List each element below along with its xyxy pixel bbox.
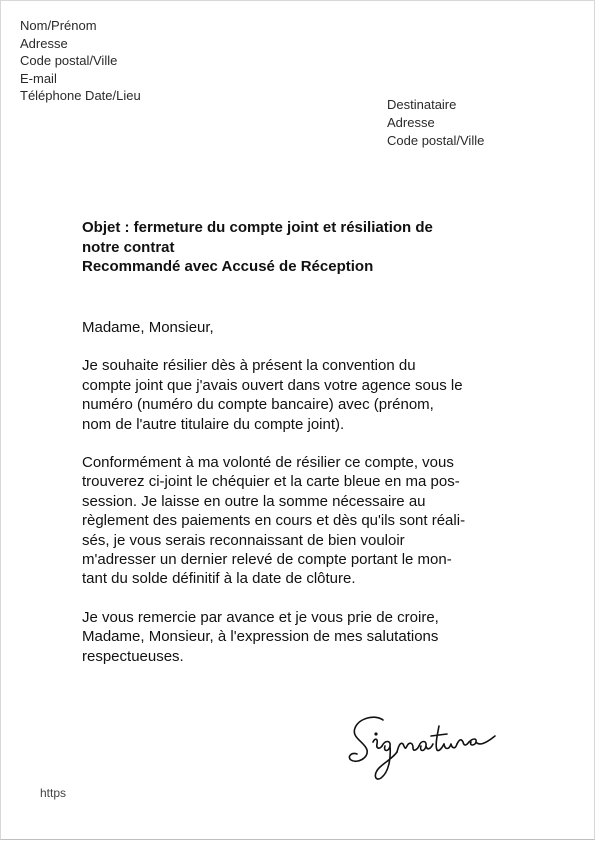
paragraph-spacer: [82, 337, 512, 356]
sender-block: [20, 17, 141, 105]
subject-line-2: notre contrat: [82, 238, 175, 256]
subject-line-3: Recommandé avec Accusé de Réception: [82, 258, 374, 275]
sender-name: Nom/Prénom: [20, 18, 97, 33]
paragraph-3: [82, 608, 512, 666]
paragraph-spacer: [82, 589, 512, 608]
paragraph-1-line: numéro (numéro du compte bancaire) avec (prénom,: [82, 396, 434, 414]
paragraph-2-line: trouverez ci-joint le chéquier et la carte bleue en ma pos-: [82, 473, 460, 491]
sender-postal-city: Code postal/Ville: [20, 53, 118, 68]
paragraph-1-line: Je souhaite résilier dès à présent la convention du: [82, 357, 416, 375]
paragraph-2-line: session. Je laisse en outre la somme nécessaire au: [82, 492, 426, 510]
recipient-label: Destinataire: [387, 97, 457, 112]
subject-line-1: Objet : fermeture du compte joint et résiliation de: [82, 219, 433, 236]
paragraph-2: [82, 453, 512, 589]
paragraph-2-line: tant du solde définitif à la date de clôture.: [82, 570, 356, 588]
footer-url: https: [40, 786, 67, 800]
sender-phone-date-place: Téléphone Date/Lieu: [20, 88, 141, 103]
paragraph-1-line: nom de l'autre titulaire du compte joint).: [82, 415, 345, 433]
paragraph-2-line: m'adresser un dernier relevé de compte portant le mon-: [82, 551, 452, 569]
paragraph-1-line: compte joint que j'avais ouvert dans votre agence sous le: [82, 376, 463, 394]
paragraph-3-line: Je vous remercie par avance et je vous prie de croire,: [82, 608, 439, 626]
paragraph-2-line: règlement des paiements en cours et dès qu'ils sont réali-: [82, 512, 466, 530]
paragraph-spacer: [82, 434, 512, 453]
paragraph-3-line: respectueuses.: [82, 647, 184, 665]
letter-body: [82, 318, 512, 666]
salutation: Madame, Monsieur,: [82, 319, 214, 336]
paragraph-3-line: Madame, Monsieur, à l'expression de mes salutations: [82, 628, 439, 646]
paragraph-2-line: Conformément à ma volonté de résilier ce compte, vous: [82, 454, 454, 472]
paragraph-2-line: sés, je vous serais reconnaissant de bien vouloir: [82, 531, 405, 549]
sender-email: E-mail: [20, 70, 57, 86]
sender-address: Adresse: [20, 35, 68, 51]
subject-block: [82, 218, 502, 277]
recipient-postal-city: Code postal/Ville: [387, 133, 485, 148]
recipient-block: [387, 96, 484, 150]
recipient-address: Adresse: [387, 115, 435, 130]
handwritten-signature: [345, 712, 505, 784]
paragraph-1: [82, 356, 512, 434]
